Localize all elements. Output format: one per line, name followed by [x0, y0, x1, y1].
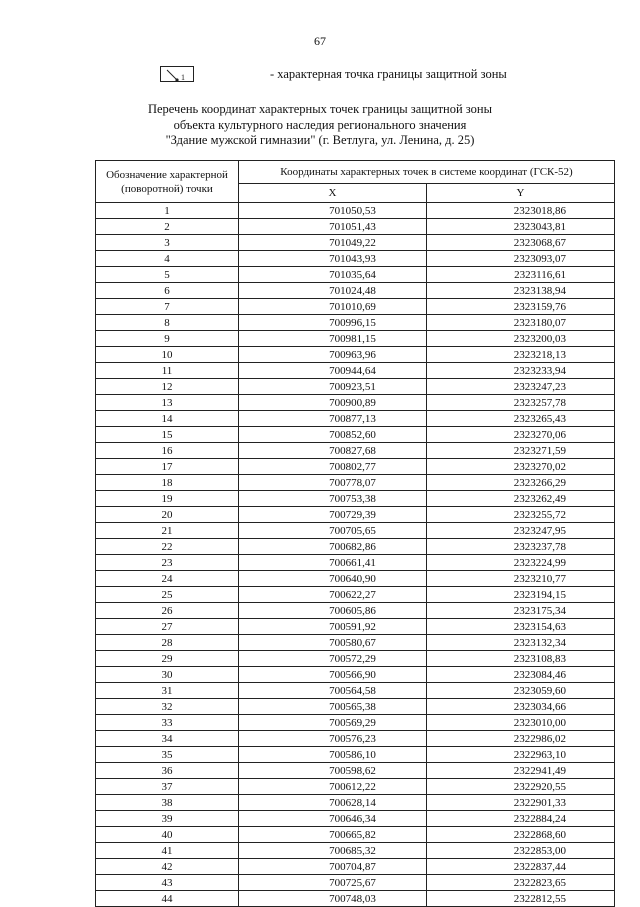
x-coordinate-cell: 700580,67 [239, 635, 427, 651]
title-line-2: объекта культурного наследия регионального значения [173, 117, 467, 132]
x-coordinate-cell: 700646,34 [239, 811, 427, 827]
y-coordinate-cell: 2323132,34 [427, 635, 615, 651]
y-coordinate-cell: 2323271,59 [427, 443, 615, 459]
x-coordinate-cell: 700802,77 [239, 459, 427, 475]
table-row [96, 875, 615, 891]
point-number-cell: 4 [96, 251, 239, 267]
table-row [96, 539, 615, 555]
x-coordinate-cell: 700981,15 [239, 331, 427, 347]
document-title [0, 102, 640, 149]
table-row [96, 683, 615, 699]
y-coordinate-cell: 2323237,78 [427, 539, 615, 555]
y-coordinate-cell: 2323116,61 [427, 267, 615, 283]
table-row [96, 475, 615, 491]
svg-text:1: 1 [181, 73, 185, 82]
table-row [96, 827, 615, 843]
table-row [96, 587, 615, 603]
x-coordinate-cell: 700598,62 [239, 763, 427, 779]
y-coordinate-cell: 2323093,07 [427, 251, 615, 267]
y-coordinate-cell: 2323255,72 [427, 507, 615, 523]
x-coordinate-cell: 701043,93 [239, 251, 427, 267]
y-coordinate-cell: 2323210,77 [427, 571, 615, 587]
y-coordinate-cell: 2323175,34 [427, 603, 615, 619]
y-coordinate-cell: 2323084,46 [427, 667, 615, 683]
point-number-cell: 33 [96, 715, 239, 731]
y-coordinate-cell: 2322812,55 [427, 891, 615, 907]
point-number-cell: 26 [96, 603, 239, 619]
boundary-point-symbol-icon [160, 66, 194, 82]
point-number-cell: 43 [96, 875, 239, 891]
x-coordinate-cell: 701051,43 [239, 219, 427, 235]
title-line-3: "Здание мужской гимназии" (г. Ветлуга, ул. Ленина, д. 25) [165, 133, 475, 147]
point-number-cell: 32 [96, 699, 239, 715]
coordinates-group-header: Координаты характерных точек в системе координат (ГСК-52) [239, 161, 615, 184]
x-coordinate-cell: 700564,58 [239, 683, 427, 699]
x-coordinate-cell: 700682,86 [239, 539, 427, 555]
table-row [96, 395, 615, 411]
y-coordinate-cell: 2322920,55 [427, 779, 615, 795]
point-number-cell: 9 [96, 331, 239, 347]
table-row [96, 571, 615, 587]
table-row [96, 267, 615, 283]
y-coordinate-cell: 2322986,02 [427, 731, 615, 747]
x-coordinate-cell: 701024,48 [239, 283, 427, 299]
x-coordinate-cell: 700622,27 [239, 587, 427, 603]
y-coordinate-cell: 2323233,94 [427, 363, 615, 379]
point-number-cell: 21 [96, 523, 239, 539]
table-row [96, 731, 615, 747]
legend-text: - характерная точка границы защитной зоны [270, 67, 507, 81]
x-coordinate-cell: 700827,68 [239, 443, 427, 459]
x-coordinate-cell: 700661,41 [239, 555, 427, 571]
x-coordinate-cell: 700586,10 [239, 747, 427, 763]
table-row [96, 459, 615, 475]
coordinates-table [95, 160, 615, 907]
table-row [96, 347, 615, 363]
y-coordinate-cell: 2323034,66 [427, 699, 615, 715]
y-coordinate-cell: 2323266,29 [427, 475, 615, 491]
y-coordinate-cell: 2323018,86 [427, 203, 615, 219]
y-coordinate-cell: 2323010,00 [427, 715, 615, 731]
point-number-cell: 12 [96, 379, 239, 395]
point-number-cell: 25 [96, 587, 239, 603]
point-number-cell: 24 [96, 571, 239, 587]
table-row [96, 619, 615, 635]
point-number-cell: 15 [96, 427, 239, 443]
point-number-cell: 19 [96, 491, 239, 507]
y-coordinate-cell: 2323265,43 [427, 411, 615, 427]
y-coordinate-cell: 2322963,10 [427, 747, 615, 763]
table-row [96, 747, 615, 763]
table-row [96, 763, 615, 779]
y-coordinate-cell: 2323270,06 [427, 427, 615, 443]
y-coordinate-cell: 2323154,63 [427, 619, 615, 635]
point-number-cell: 31 [96, 683, 239, 699]
x-coordinate-cell: 700565,38 [239, 699, 427, 715]
y-coordinate-cell: 2322884,24 [427, 811, 615, 827]
table-row [96, 235, 615, 251]
y-header: Y [427, 184, 615, 203]
scan-artifact-bottom [268, 853, 368, 865]
point-number-cell: 20 [96, 507, 239, 523]
y-coordinate-cell: 2323108,83 [427, 651, 615, 667]
point-number-cell: 30 [96, 667, 239, 683]
x-coordinate-cell: 700685,32 [239, 843, 427, 859]
table-row [96, 203, 615, 219]
x-coordinate-cell: 700963,96 [239, 347, 427, 363]
table-row [96, 331, 615, 347]
x-coordinate-cell: 700705,65 [239, 523, 427, 539]
point-number-cell: 14 [96, 411, 239, 427]
point-number-cell: 37 [96, 779, 239, 795]
y-coordinate-cell: 2322868,60 [427, 827, 615, 843]
y-coordinate-cell: 2323068,67 [427, 235, 615, 251]
table-row [96, 651, 615, 667]
point-number-cell: 1 [96, 203, 239, 219]
point-number-cell: 22 [96, 539, 239, 555]
x-coordinate-cell: 700566,90 [239, 667, 427, 683]
y-coordinate-cell: 2323138,94 [427, 283, 615, 299]
table-row [96, 891, 615, 907]
point-number-cell: 13 [96, 395, 239, 411]
x-coordinate-cell: 700852,60 [239, 427, 427, 443]
coordinates-table-body [96, 203, 615, 907]
y-coordinate-cell: 2323224,99 [427, 555, 615, 571]
point-number-cell: 17 [96, 459, 239, 475]
x-coordinate-cell: 700944,64 [239, 363, 427, 379]
y-coordinate-cell: 2323247,23 [427, 379, 615, 395]
point-number-cell: 40 [96, 827, 239, 843]
x-coordinate-cell: 700996,15 [239, 315, 427, 331]
x-coordinate-cell: 700569,29 [239, 715, 427, 731]
point-number-cell: 5 [96, 267, 239, 283]
point-label-header: Обозначение характерной (поворотной) точки [96, 161, 239, 203]
y-coordinate-cell: 2323043,81 [427, 219, 615, 235]
y-coordinate-cell: 2323194,15 [427, 587, 615, 603]
point-number-cell: 29 [96, 651, 239, 667]
point-number-cell: 38 [96, 795, 239, 811]
x-coordinate-cell: 700729,39 [239, 507, 427, 523]
table-row [96, 251, 615, 267]
x-header: X [239, 184, 427, 203]
table-row [96, 299, 615, 315]
y-coordinate-cell: 2323059,60 [427, 683, 615, 699]
y-coordinate-cell: 2322837,44 [427, 859, 615, 875]
table-row [96, 283, 615, 299]
y-coordinate-cell: 2323262,49 [427, 491, 615, 507]
point-number-cell: 11 [96, 363, 239, 379]
point-number-cell: 44 [96, 891, 239, 907]
scan-artifact-top [258, 6, 386, 18]
x-coordinate-cell: 700748,03 [239, 891, 427, 907]
point-number-cell: 39 [96, 811, 239, 827]
table-row [96, 555, 615, 571]
table-row [96, 635, 615, 651]
y-coordinate-cell: 2323218,13 [427, 347, 615, 363]
page-number: 67 [314, 34, 326, 48]
table-row [96, 219, 615, 235]
y-coordinate-cell: 2323159,76 [427, 299, 615, 315]
point-number-cell: 41 [96, 843, 239, 859]
x-coordinate-cell: 700628,14 [239, 795, 427, 811]
legend [160, 66, 560, 86]
table-row [96, 779, 615, 795]
x-coordinate-cell: 701050,53 [239, 203, 427, 219]
x-coordinate-cell: 700591,92 [239, 619, 427, 635]
table-row [96, 507, 615, 523]
point-number-cell: 27 [96, 619, 239, 635]
point-number-cell: 6 [96, 283, 239, 299]
x-coordinate-cell: 701010,69 [239, 299, 427, 315]
table-row [96, 427, 615, 443]
point-number-cell: 18 [96, 475, 239, 491]
table-row [96, 715, 615, 731]
x-coordinate-cell: 700877,13 [239, 411, 427, 427]
point-number-cell: 36 [96, 763, 239, 779]
point-number-cell: 23 [96, 555, 239, 571]
table-row [96, 699, 615, 715]
table-row [96, 523, 615, 539]
x-coordinate-cell: 700753,38 [239, 491, 427, 507]
x-coordinate-cell: 700572,29 [239, 651, 427, 667]
y-coordinate-cell: 2322901,33 [427, 795, 615, 811]
table-row [96, 667, 615, 683]
table-row [96, 811, 615, 827]
x-coordinate-cell: 700640,90 [239, 571, 427, 587]
point-number-cell: 8 [96, 315, 239, 331]
point-number-cell: 10 [96, 347, 239, 363]
x-coordinate-cell: 700725,67 [239, 875, 427, 891]
point-number-cell: 16 [96, 443, 239, 459]
y-coordinate-cell: 2323200,03 [427, 331, 615, 347]
title-line-1: Перечень координат характерных точек границы защитной зоны [147, 102, 493, 116]
x-coordinate-cell: 701049,22 [239, 235, 427, 251]
x-coordinate-cell: 700605,86 [239, 603, 427, 619]
x-coordinate-cell: 700612,22 [239, 779, 427, 795]
y-coordinate-cell: 2323180,07 [427, 315, 615, 331]
x-coordinate-cell: 700704,87 [239, 859, 427, 875]
x-coordinate-cell: 700923,51 [239, 379, 427, 395]
table-row [96, 603, 615, 619]
point-number-cell: 28 [96, 635, 239, 651]
x-coordinate-cell: 700665,82 [239, 827, 427, 843]
y-coordinate-cell: 2323247,95 [427, 523, 615, 539]
y-coordinate-cell: 2323257,78 [427, 395, 615, 411]
table-row [96, 379, 615, 395]
point-number-cell: 3 [96, 235, 239, 251]
y-coordinate-cell: 2322853,00 [427, 843, 615, 859]
table-row [96, 315, 615, 331]
point-number-cell: 42 [96, 859, 239, 875]
table-row [96, 411, 615, 427]
table-row [96, 795, 615, 811]
x-coordinate-cell: 701035,64 [239, 267, 427, 283]
table-row [96, 363, 615, 379]
x-coordinate-cell: 700576,23 [239, 731, 427, 747]
point-number-cell: 34 [96, 731, 239, 747]
y-coordinate-cell: 2322823,65 [427, 875, 615, 891]
table-row [96, 491, 615, 507]
point-number-cell: 2 [96, 219, 239, 235]
y-coordinate-cell: 2322941,49 [427, 763, 615, 779]
point-number-cell: 35 [96, 747, 239, 763]
y-coordinate-cell: 2323270,02 [427, 459, 615, 475]
x-coordinate-cell: 700778,07 [239, 475, 427, 491]
x-coordinate-cell: 700900,89 [239, 395, 427, 411]
point-number-cell: 7 [96, 299, 239, 315]
table-row [96, 443, 615, 459]
